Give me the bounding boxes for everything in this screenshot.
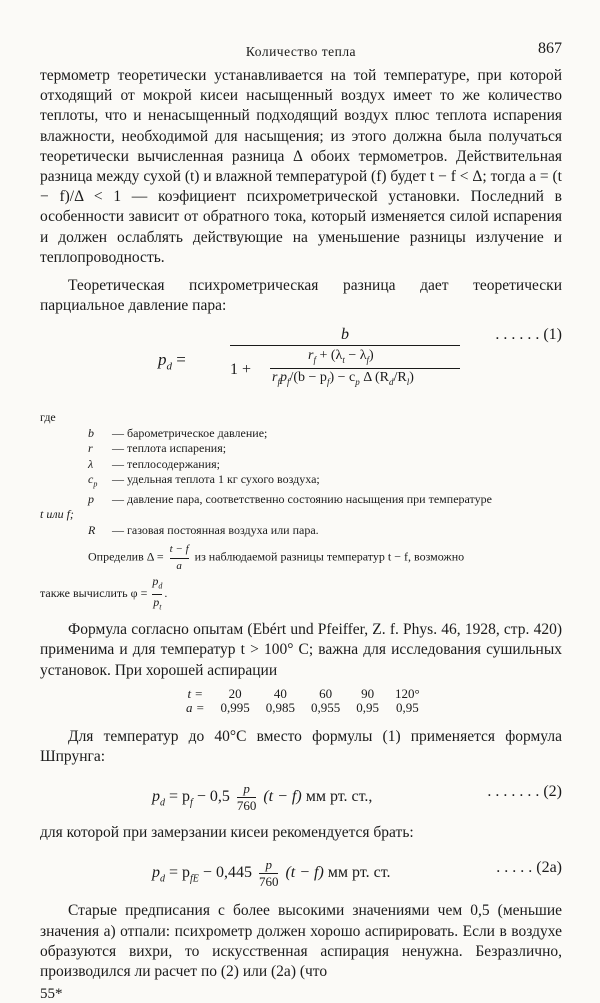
paragraph-5: для которой при замерзании кисеи рекомендуется брать:	[40, 824, 414, 842]
table-cell: 90	[361, 685, 375, 701]
eq1-inner-den: $r_fp_f/(b - p_f) - c_p$ Δ $(R_d/R_l)$	[272, 370, 414, 388]
legend-item-lambda: λ — теплосодержания;	[88, 456, 221, 471]
t-label: t =	[187, 685, 204, 701]
eq1-inner-num: $r_f + (\lambda_t - \lambda_f)$	[308, 348, 374, 366]
eq2-number: . . . . . . . (2)	[487, 783, 562, 801]
page-number: 867	[538, 40, 562, 57]
paragraph-4: Для температур до 40°С вместо формулы (1) применяется формула Шпрунга:	[40, 727, 562, 765]
table-cell: 40	[273, 685, 287, 701]
table-cell: 0,995	[220, 699, 250, 715]
table-cell: 20	[228, 685, 242, 701]
table-cell: 120°	[395, 685, 420, 701]
signature-mark: 55*	[40, 986, 63, 1003]
legend-item-cp: $c_p$ — удельная теплота 1 кг сухого воздуха;	[88, 472, 320, 489]
legend-t-or-f: t или f;	[40, 507, 74, 522]
header	[40, 40, 562, 66]
table-cell: 0,95	[356, 699, 380, 715]
eq3-body: $p_d = p_{fE} - 0,445$ $\frac{p}{760}$ (t − f) мм рт. ст.	[152, 857, 391, 890]
legend-where: где	[40, 410, 56, 425]
phi-fraction: $\frac{p_d}{p_t}$	[152, 574, 163, 612]
table-cell: 60	[319, 685, 333, 701]
legend-item-b: b — барометрическое давление;	[88, 425, 268, 440]
a-label: a =	[186, 699, 205, 715]
equation-3	[40, 849, 562, 891]
table-cell: 0,95	[396, 699, 419, 715]
define-fraction: $\frac{t - f}{a}$	[169, 543, 189, 572]
eq1-number: . . . . . . (1)	[495, 326, 562, 344]
legend-define-line: Определив Δ = $\frac{t - f}{a}$ из наблюдаемой разницы температур t − f, возможно	[40, 542, 562, 572]
legend	[40, 410, 562, 612]
page	[40, 40, 562, 1003]
equation-2	[40, 773, 562, 815]
legend-item-p: p — давление пара, соответственно состоянию насыщения при температуре	[88, 491, 492, 506]
table-cell: 0,955	[311, 699, 341, 715]
eq1-fraction: b $r_f + (\lambda_t - \lambda_f)$ 1 + $r_fp_f/(b - p_f) - c_p$ Δ $(R_d/R_l)$	[230, 326, 460, 391]
paragraph-6: Старые предписания с более высокими значениями чем 0,5 (меньшие значения a) отпали: психрометр должен хорошо аспирировать. Если в воздухе образуются вихри, то искусственная аспирация ненужна. Безразлично, производился ли расчет по (2) или (2a) (что	[40, 902, 562, 980]
table-row	[178, 687, 428, 701]
eq3-fraction: $\frac{p}{760}$	[258, 857, 279, 890]
eq1-one-plus: 1 +	[230, 361, 252, 379]
legend-item-r: r — теплота испарения;	[88, 441, 227, 456]
eq3-number: . . . . . (2a)	[496, 859, 562, 877]
eq2-fraction: $\frac{p}{760}$	[236, 781, 257, 814]
paragraph-1: термометр теоретически устанавливается на той температуре, при которой отходящий от мокрой кисеи насыщенный воздух имеет то же количество теплоты, что и ненасыщенный подходящий воздух плюс теплота испарения влажности, необходимой для насыщения; из этого должна была получаться теоретически вычисленная разница Δ обоих термометров. Действительная разница между сухой (t) и влажной температурой (f) будет t − f < Δ; тогда a = (t − f)/Δ < 1 — коэфициент психрометрической установки. Последний в особенности зависит от обратного тока, который изменяется силой испарения и должен ослаблять действующие на уменьшение разницы излучение и теплопроводность.	[40, 67, 562, 266]
eq2-body: $p_d = p_f - 0,5$ $\frac{p}{760}$ (t − f) мм рт. ст.,	[152, 781, 373, 814]
legend-also-line: также вычислить φ = $\frac{p_d}{p_t}$ .	[40, 574, 562, 608]
table-row	[178, 701, 428, 715]
running-title: Количество тепла	[245, 44, 357, 59]
paragraph-2: Теоретическая психрометрическая разница дает теоретически парциальное давление пара:	[40, 277, 562, 315]
aspiration-table	[178, 687, 428, 715]
legend-item-R: R — газовая постоянная воздуха или пара.	[88, 522, 319, 537]
eq1-lhs: $p_d$ =	[158, 350, 186, 373]
paragraph-3: Формула согласно опытам (Ebért und Pfeiffer, Z. f. Phys. 46, 1928, стр. 420) применима и для температур t > 100° С; важна для исследования сушильных установок. При хорошей аспирации	[40, 621, 562, 679]
equation-1	[40, 326, 562, 396]
table-cell: 0,985	[265, 699, 296, 715]
